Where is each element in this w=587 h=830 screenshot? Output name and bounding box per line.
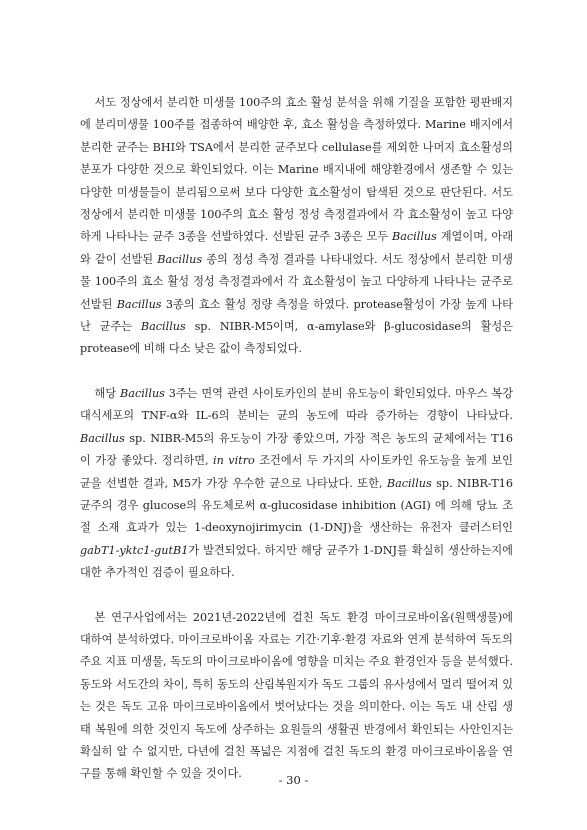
paragraph-2: [80, 383, 513, 585]
text-run: 종의 정성 측정 결과를 나타내었다. 서도 정상에서 분리한 미생물 100주의 효소 활성 정성 측정결과에서 각 효소활성이 높고 다양하게 나타나는 균주로 선발된: [80, 252, 513, 311]
italic-term: Bacillus: [157, 252, 203, 266]
text-run: 3종의 효소 활성 정량 측정을 하였다. protease활성이 가장 높게 나타난 균주는: [80, 297, 513, 334]
text-run: 가 발견되었다. 하지만 해당 균주가 1-DNJ를 확실히 생산하는지에 대한 추가적인 검증이 필요하다.: [80, 543, 513, 580]
italic-term: Bacillus: [120, 386, 165, 400]
italic-term: Bacillus: [116, 297, 162, 311]
text-run: 계열이며, 아래와 같이 선발된: [80, 230, 514, 266]
body-text: [80, 92, 513, 786]
italic-term: Bacillus: [140, 320, 186, 334]
text-run: sp. NIBR-M5이며, α-amylase와 β-glucosidase의 활성은 protease에 비해 다소 낮은 값이 측정되었다.: [80, 320, 513, 356]
italic-term: gabT1-yktc1-gutB1: [80, 543, 189, 557]
text-run: 조건에서 두 가지의 사이토카인 유도능을 높게 보인 균을 선별한 결과, M5가 가장 우수한 균으로 나타났다. 또한,: [80, 454, 513, 490]
text-run: sp. NIBR-T16 균주의 경우 glucose의 유도체로써 α-glucosidase inhibition (AGI) 에 의해 당뇨 조절 소재 효과가 있는 1-deoxynojirimycin (1-DNJ)을 생산하는 유전자 클러스터인: [80, 476, 513, 535]
paragraph-3: [80, 607, 513, 786]
text-run: 해당: [94, 386, 121, 400]
text-run: sp. NIBR-M5의 유도능이 가장 좋았으며, 가장 적은 농도의 균체에서는 T16이 가장 좋았다. 정리하면,: [80, 431, 513, 468]
italic-term: Bacillus: [80, 431, 125, 445]
text-run: 본 연구사업에서는 2021년-2022년에 걸친 독도 환경 마이크로바이옴(원핵생물)에 대하여 분석하였다. 마이크로바이옴 자료는 기간·기후·환경 자료와 연계 분석하여 독도의 주요 지표 미생물, 독도의 마이크로바이옴에 영향을 미치는 주요 환경인자 등을 분석했다. 동도와 서도간의 차이, 특히 동도의 산림복원지가 독도 그룹의 유사성에서 멀리 떨어져 있는 것은 독도 고유 마이크로바이옴에서 벗어났다는 것을 의미한다. 이는 독도 내 산림 생태 복원에 의한 것인지 독도에 상주하는 요원들의 생활권 반경에서 확인되는 사안인지는 확실히 알 수 없지만, 다년에 걸친 폭넓은 지점에 걸친 독도의 환경 마이크로바이옴을 연구를 통해 확인할 수 있을 것이다.: [80, 610, 513, 781]
paragraph-1: [80, 92, 513, 361]
text-run: 3주는 면역 관련 사이토카인의 분비 유도능이 확인되었다. 마우스 복강 대식세포의 TNF-α와 IL-6의 분비는 균의 농도에 따라 증가하는 경향이 나타났다.: [80, 386, 514, 423]
italic-term: Bacillus: [386, 476, 432, 490]
text-run: 서도 정상에서 분리한 미생물 100주의 효소 활성 분석을 위해 기질을 포함한 평판배지에 분리미생물 100주를 접종하여 배양한 후, 효소 활성을 측정하였다. Marine 배지에서 분리한 균주는 BHI와 TSA에서 분리한 균주보다 cellulase를 제외한 나머지 효소활성의 분포가 다양한 것으로 확인되었다. 이는 Marine 배지내에 해양환경에서 생존할 수 있는 다양한 미생물들이 분리됨으로써 보다 다양한 효소활성이 탐색된 것으로 판단된다. 서도 정상에서 분리한 미생물 100주의 효소 활성 정성 측정결과에서 각 효소활성이 높고 다양하게 나타나는 균주 3종을 선발하였다. 선발된 균주 3종은 모두: [80, 96, 513, 244]
page-number: - 30 -: [278, 773, 309, 787]
italic-term: in vitro: [213, 454, 255, 468]
italic-term: Bacillus: [392, 230, 437, 244]
